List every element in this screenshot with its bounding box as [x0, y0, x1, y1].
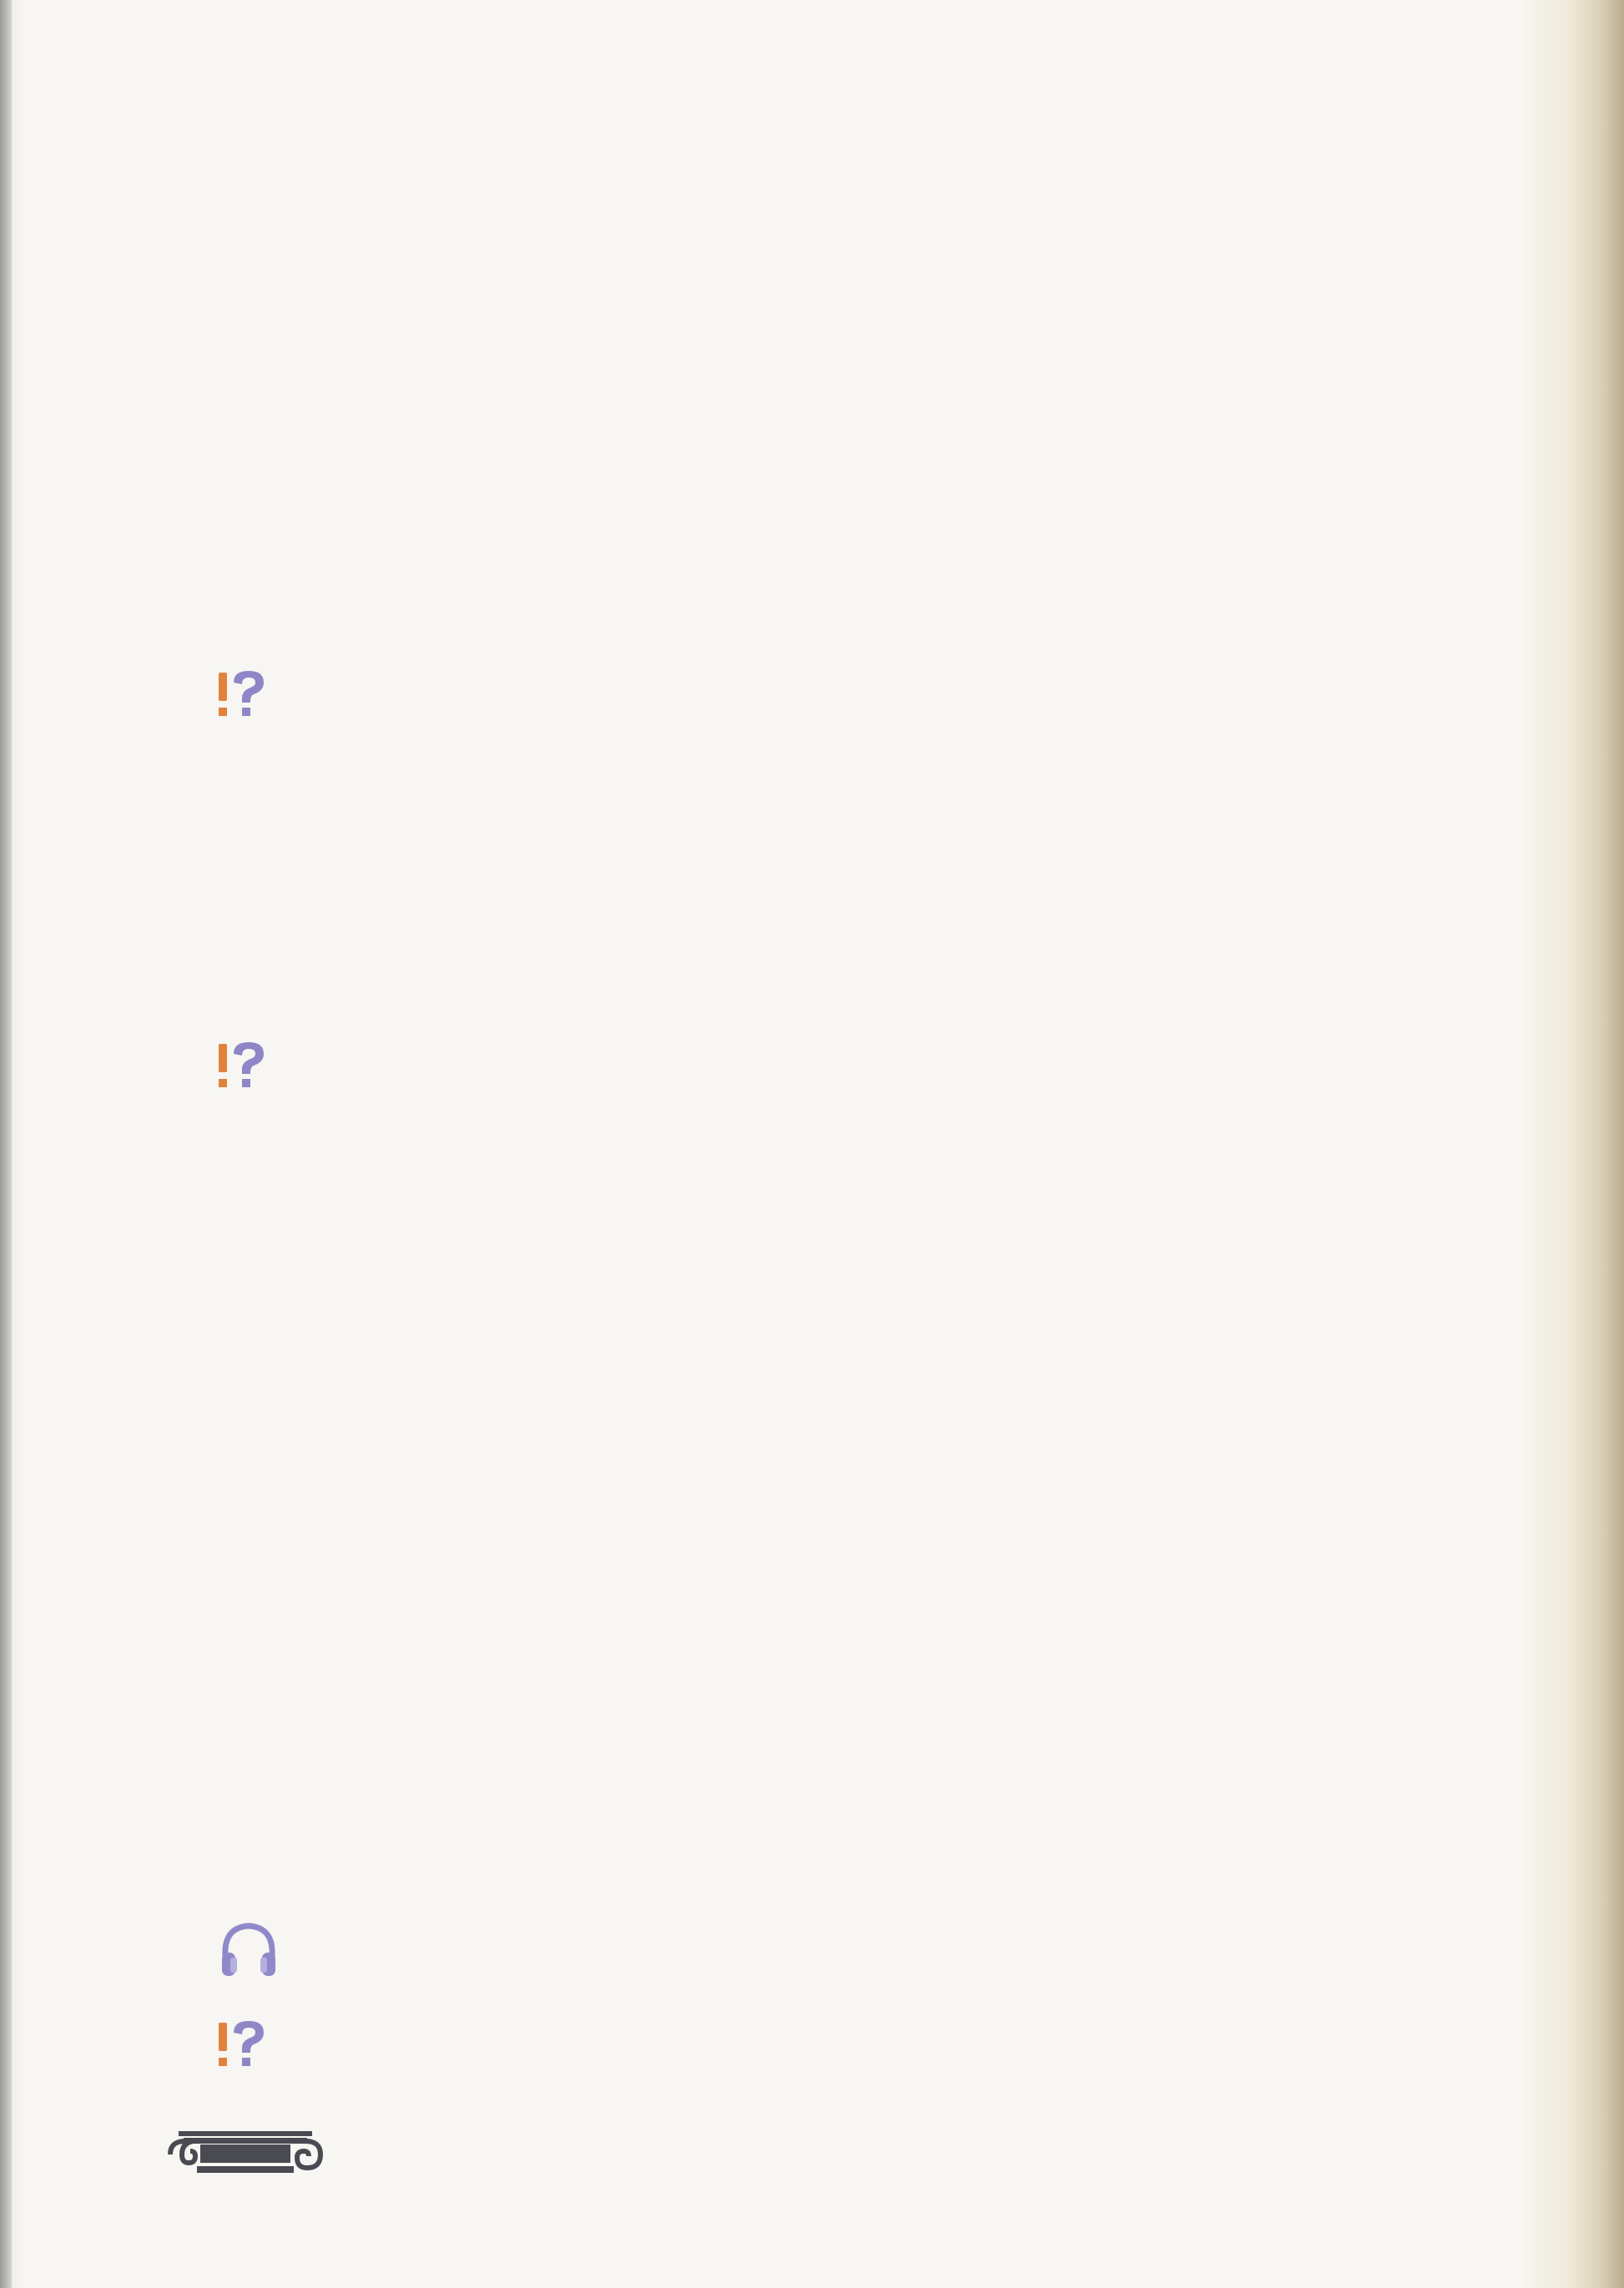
headphones-icon: [217, 1919, 285, 1978]
question-text: [285, 1039, 1519, 1051]
question-genres: [217, 2018, 1519, 2076]
listening-task: [217, 1919, 1519, 1978]
exclamation-question-icon: [217, 1039, 285, 1097]
page-footer: [142, 2129, 352, 2180]
question-ballet: [217, 668, 1519, 726]
question-musicals: [217, 1039, 1519, 1097]
exclamation-question-icon: [217, 668, 285, 726]
listening-text: [285, 1919, 1519, 1933]
exclamation-question-icon: [217, 2018, 285, 2076]
column-capital-ornament-icon: [164, 2129, 327, 2180]
